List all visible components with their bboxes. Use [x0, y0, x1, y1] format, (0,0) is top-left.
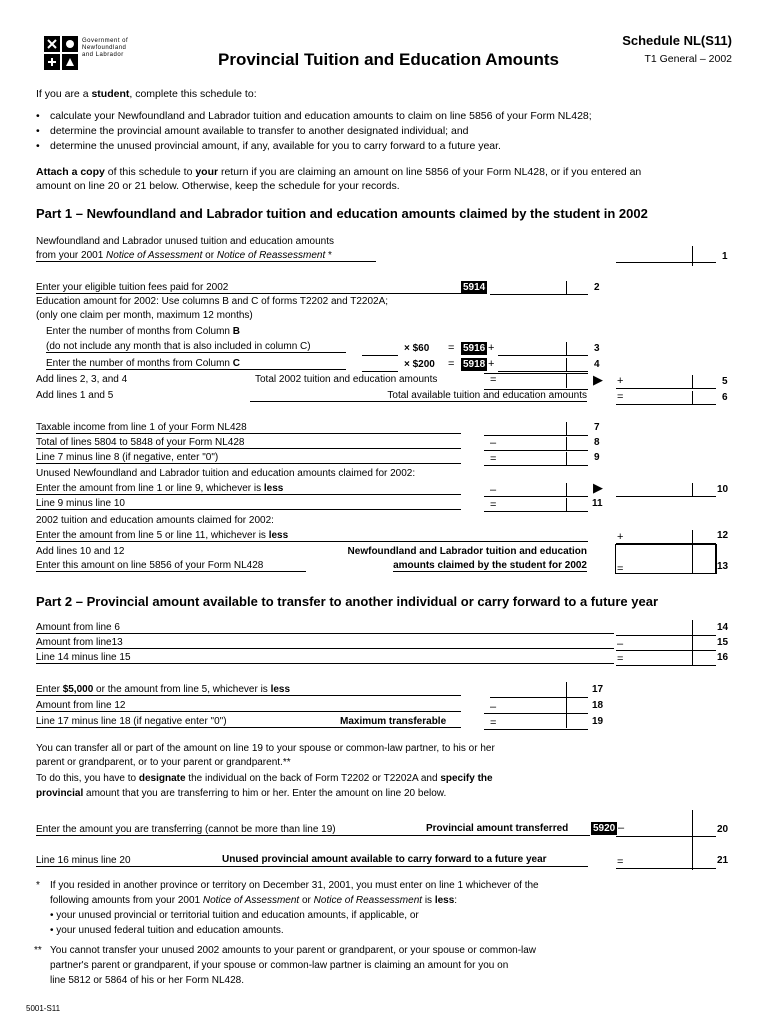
equals-sign: = — [490, 374, 497, 386]
intro-bullet: • determine the provincial amount available to transfer to another designated individual; and — [50, 125, 469, 137]
line3-label-b: (only one claim per month, maximum 12 months) — [36, 310, 253, 321]
line3-label-a: Education amount for 2002: Use columns B and C of forms T2202 and T2202A; — [36, 296, 389, 307]
equals-sign: = — [448, 358, 455, 370]
government-logo — [44, 36, 78, 70]
line14-amount-field[interactable] — [616, 622, 716, 636]
plus-sign: + — [617, 531, 624, 543]
line4-months-field[interactable] — [362, 358, 398, 372]
line-number: 9 — [594, 452, 600, 463]
line6-label-a: Add lines 1 and 5 — [36, 390, 114, 401]
line-number: 5 — [722, 376, 728, 387]
line18-amount-field[interactable] — [484, 700, 588, 714]
transfer-paragraph-1: You can transfer all or part of the amount on line 19 to your spouse or common-law partner, to his or her — [36, 743, 495, 754]
code-5920: 5920 — [593, 823, 616, 834]
line14-label: Amount from line 6 — [36, 622, 614, 634]
page-title: Provincial Tuition and Education Amounts — [218, 50, 559, 69]
line6-label-b: Total available tuition and education amounts — [250, 390, 587, 402]
line20-amount-field[interactable] — [616, 823, 716, 837]
transfer-paragraph-2: parent or grandparent, or to your parent or grandparent.** — [36, 757, 291, 768]
line4-amount-field[interactable] — [498, 358, 588, 372]
minus-sign: – — [618, 822, 625, 834]
multiply-60: × $60 — [404, 343, 430, 354]
footnote-1a: If you resided in another province or territory on December 31, 2001, you must enter on line 1 whichever of the — [50, 880, 539, 891]
line12-label-b: Enter the amount from line 5 or line 11, whichever is less — [36, 530, 588, 542]
line18-label: Amount from line 12 — [36, 700, 461, 712]
line10-label-b: Enter the amount from line 1 or line 9, whichever is less — [36, 483, 461, 495]
line17-amount-field[interactable] — [490, 684, 588, 698]
line1-label-a: Newfoundland and Labrador unused tuition and education amounts — [36, 236, 334, 247]
transfer-paragraph-4: provincial amount that you are transferring to him or her. Enter the amount on line 20 below. — [36, 788, 447, 799]
line15-amount-field[interactable] — [616, 637, 716, 651]
line19-amount-field[interactable] — [484, 716, 588, 730]
line-number: 20 — [717, 824, 729, 835]
line3-months-field[interactable] — [362, 342, 398, 356]
government-wordmark: Government of Newfoundland and Labrador — [82, 38, 129, 58]
footnote-star: * — [36, 880, 40, 891]
part1-heading: Part 1 – Newfoundland and Labrador tuition and education amounts claimed by the student in 2002 — [36, 206, 648, 221]
line-number: 14 — [717, 622, 729, 633]
line12-amount-field[interactable] — [616, 530, 716, 544]
line7-label: Taxable income from line 1 of your Form NL428 — [36, 422, 461, 434]
line10-label-a: Unused Newfoundland and Labrador tuition and education amounts claimed for 2002: — [36, 468, 416, 479]
line3-amount-field[interactable] — [498, 342, 588, 356]
attach-instructions: Attach a copy of this schedule to your return if you are claiming an amount on line 5856 of your Form NL428, or if you entered an — [36, 166, 642, 178]
line8-amount-field[interactable] — [484, 437, 588, 451]
line13-amount-box[interactable] — [615, 544, 717, 574]
coat-of-arms-icon — [44, 36, 78, 70]
line9-label: Line 7 minus line 8 (if negative, enter "0") — [36, 452, 461, 464]
intro-bullet: • calculate your Newfoundland and Labrador tuition and education amounts to claim on line 5856 of your Form NL428; — [50, 110, 592, 122]
part2-heading: Part 2 – Provincial amount available to transfer to another individual or carry forward to a future year — [36, 594, 659, 609]
line13-title-b: amounts claimed by the student for 2002 — [393, 560, 587, 571]
line2-amount-field[interactable] — [490, 281, 588, 295]
arrow-icon: ▶ — [593, 480, 603, 495]
line-number: 15 — [717, 637, 729, 648]
line15-label: Amount from line13 — [36, 637, 614, 649]
line19-label: Line 17 minus line 18 (if negative enter "0") — [36, 716, 461, 728]
line1-amount-field[interactable] — [616, 249, 716, 263]
plus-sign: + — [488, 342, 495, 354]
equals-sign: = — [448, 342, 455, 354]
line2-label: Enter your eligible tuition fees paid for 2002 — [36, 282, 461, 294]
attach-instructions-2: amount on line 20 or 21 below. Otherwise, keep the schedule for your records. — [36, 180, 400, 192]
line-number: 8 — [594, 437, 600, 448]
footnote-2a: You cannot transfer your unused 2002 amounts to your parent or grandparent, or your spouse or common-law — [50, 945, 537, 956]
plus-sign: + — [617, 375, 624, 387]
line5-label-a: Add lines 2, 3, and 4 — [36, 374, 128, 385]
line6-amount-field[interactable] — [616, 391, 716, 405]
minus-sign: – — [617, 638, 624, 650]
footnote-2c: line 5812 or 5864 of his or her Form NL428. — [50, 975, 244, 986]
line11-label: Line 9 minus line 10 — [36, 498, 461, 510]
line13-title-a: Newfoundland and Labrador tuition and education — [347, 546, 587, 557]
multiply-200: × $200 — [404, 359, 435, 370]
minus-sign: – — [490, 484, 497, 496]
intro-line: If you are a student, complete this schedule to: — [36, 88, 257, 100]
line5-amount-field[interactable] — [616, 375, 716, 389]
code-5916: 5916 — [463, 343, 486, 354]
footnote-2b: partner's parent or grandparent, if your spouse or common-law partner is claiming an amount for you on — [50, 960, 509, 971]
line3-label-c: Enter the number of months from Column B — [46, 326, 240, 337]
arrow-icon: ▶ — [593, 372, 603, 387]
line21-amount-field[interactable] — [616, 855, 716, 869]
line8-label: Total of lines 5804 to 5848 of your Form NL428 — [36, 437, 461, 449]
footnote-1d: • your unused federal tuition and education amounts. — [50, 925, 284, 936]
line19-title: Maximum transferable — [340, 716, 447, 727]
line7-amount-field[interactable] — [484, 422, 588, 436]
equals-sign: = — [617, 391, 624, 403]
intro-bold-student: student — [91, 88, 130, 100]
line10-amount-field[interactable] — [616, 483, 716, 497]
footnote-double-star: ** — [34, 945, 42, 956]
footnote-1b: following amounts from your 2001 Notice of Assessment or Notice of Reassessment is less: — [50, 895, 458, 906]
line13-label-a: Add lines 10 and 12 — [36, 546, 125, 557]
schedule-id: Schedule NL(S11) — [622, 33, 732, 48]
line5-label-b: Total 2002 tuition and education amounts — [255, 374, 438, 385]
minus-sign: – — [490, 701, 497, 713]
line13-label-b: Enter this amount on line 5856 of your Form NL428 — [36, 560, 306, 572]
transfer-paragraph-3: To do this, you have to designate the individual on the back of Form T2202 or T2202A and specify the — [36, 773, 493, 784]
line9-amount-field[interactable] — [484, 452, 588, 466]
line-number: 2 — [594, 282, 600, 293]
equals-sign: = — [490, 453, 497, 465]
line21-title: Unused provincial amount available to carry forward to a future year — [222, 854, 547, 865]
equals-sign: = — [490, 499, 497, 511]
line12-label-a: 2002 tuition and education amounts claimed for 2002: — [36, 515, 274, 526]
equals-sign: = — [617, 856, 624, 868]
line-number: 6 — [722, 392, 728, 403]
equals-sign: = — [490, 717, 497, 729]
code-5918: 5918 — [463, 359, 486, 370]
form-subtitle: T1 General – 2002 — [644, 53, 732, 65]
line20-title: Provincial amount transferred — [426, 823, 569, 834]
intro-bullet: • determine the unused provincial amount, if any, available for you to carry forward to a future year. — [50, 140, 501, 152]
line-number: 1 — [722, 251, 728, 262]
code-5914: 5914 — [463, 282, 486, 293]
line21-label: Line 16 minus line 20 — [36, 855, 588, 867]
line-number: 10 — [717, 484, 729, 495]
footnote-1c: • your unused provincial or territorial tuition and education amounts, if applicable, or — [50, 910, 419, 921]
line-number: 21 — [717, 855, 729, 866]
line-number: 16 — [717, 652, 729, 663]
line-number: 17 — [592, 684, 604, 695]
line-number: 11 — [592, 498, 603, 509]
plus-sign: + — [488, 358, 495, 370]
line1-label-b: from your 2001 Notice of Assessment or Notice of Reassessment * — [36, 250, 376, 262]
line-number: 12 — [717, 530, 729, 541]
line3-label-d: (do not include any month that is also included in column C) — [46, 341, 346, 353]
equals-sign: = — [617, 563, 624, 575]
line-number: 18 — [592, 700, 604, 711]
line-number: 7 — [594, 422, 600, 433]
line16-amount-field[interactable] — [616, 652, 716, 666]
line-number: 4 — [594, 359, 600, 370]
minus-sign: – — [490, 437, 497, 449]
line20-label: Enter the amount you are transferring (cannot be more than line 19) — [36, 824, 590, 836]
line4-label: Enter the number of months from Column C — [46, 358, 346, 370]
form-number: 5001-S11 — [26, 1004, 61, 1013]
line5-subtotal-field[interactable] — [484, 373, 588, 390]
line16-label: Line 14 minus line 15 — [36, 652, 614, 664]
line10-subtotal-field[interactable] — [484, 483, 588, 497]
line11-amount-field[interactable] — [484, 498, 588, 512]
line17-label: Enter $5,000 or the amount from line 5, whichever is less — [36, 684, 461, 696]
line-number: 3 — [594, 343, 600, 354]
line-number: 13 — [717, 561, 729, 572]
equals-sign: = — [617, 653, 624, 665]
line-number: 19 — [592, 716, 604, 727]
